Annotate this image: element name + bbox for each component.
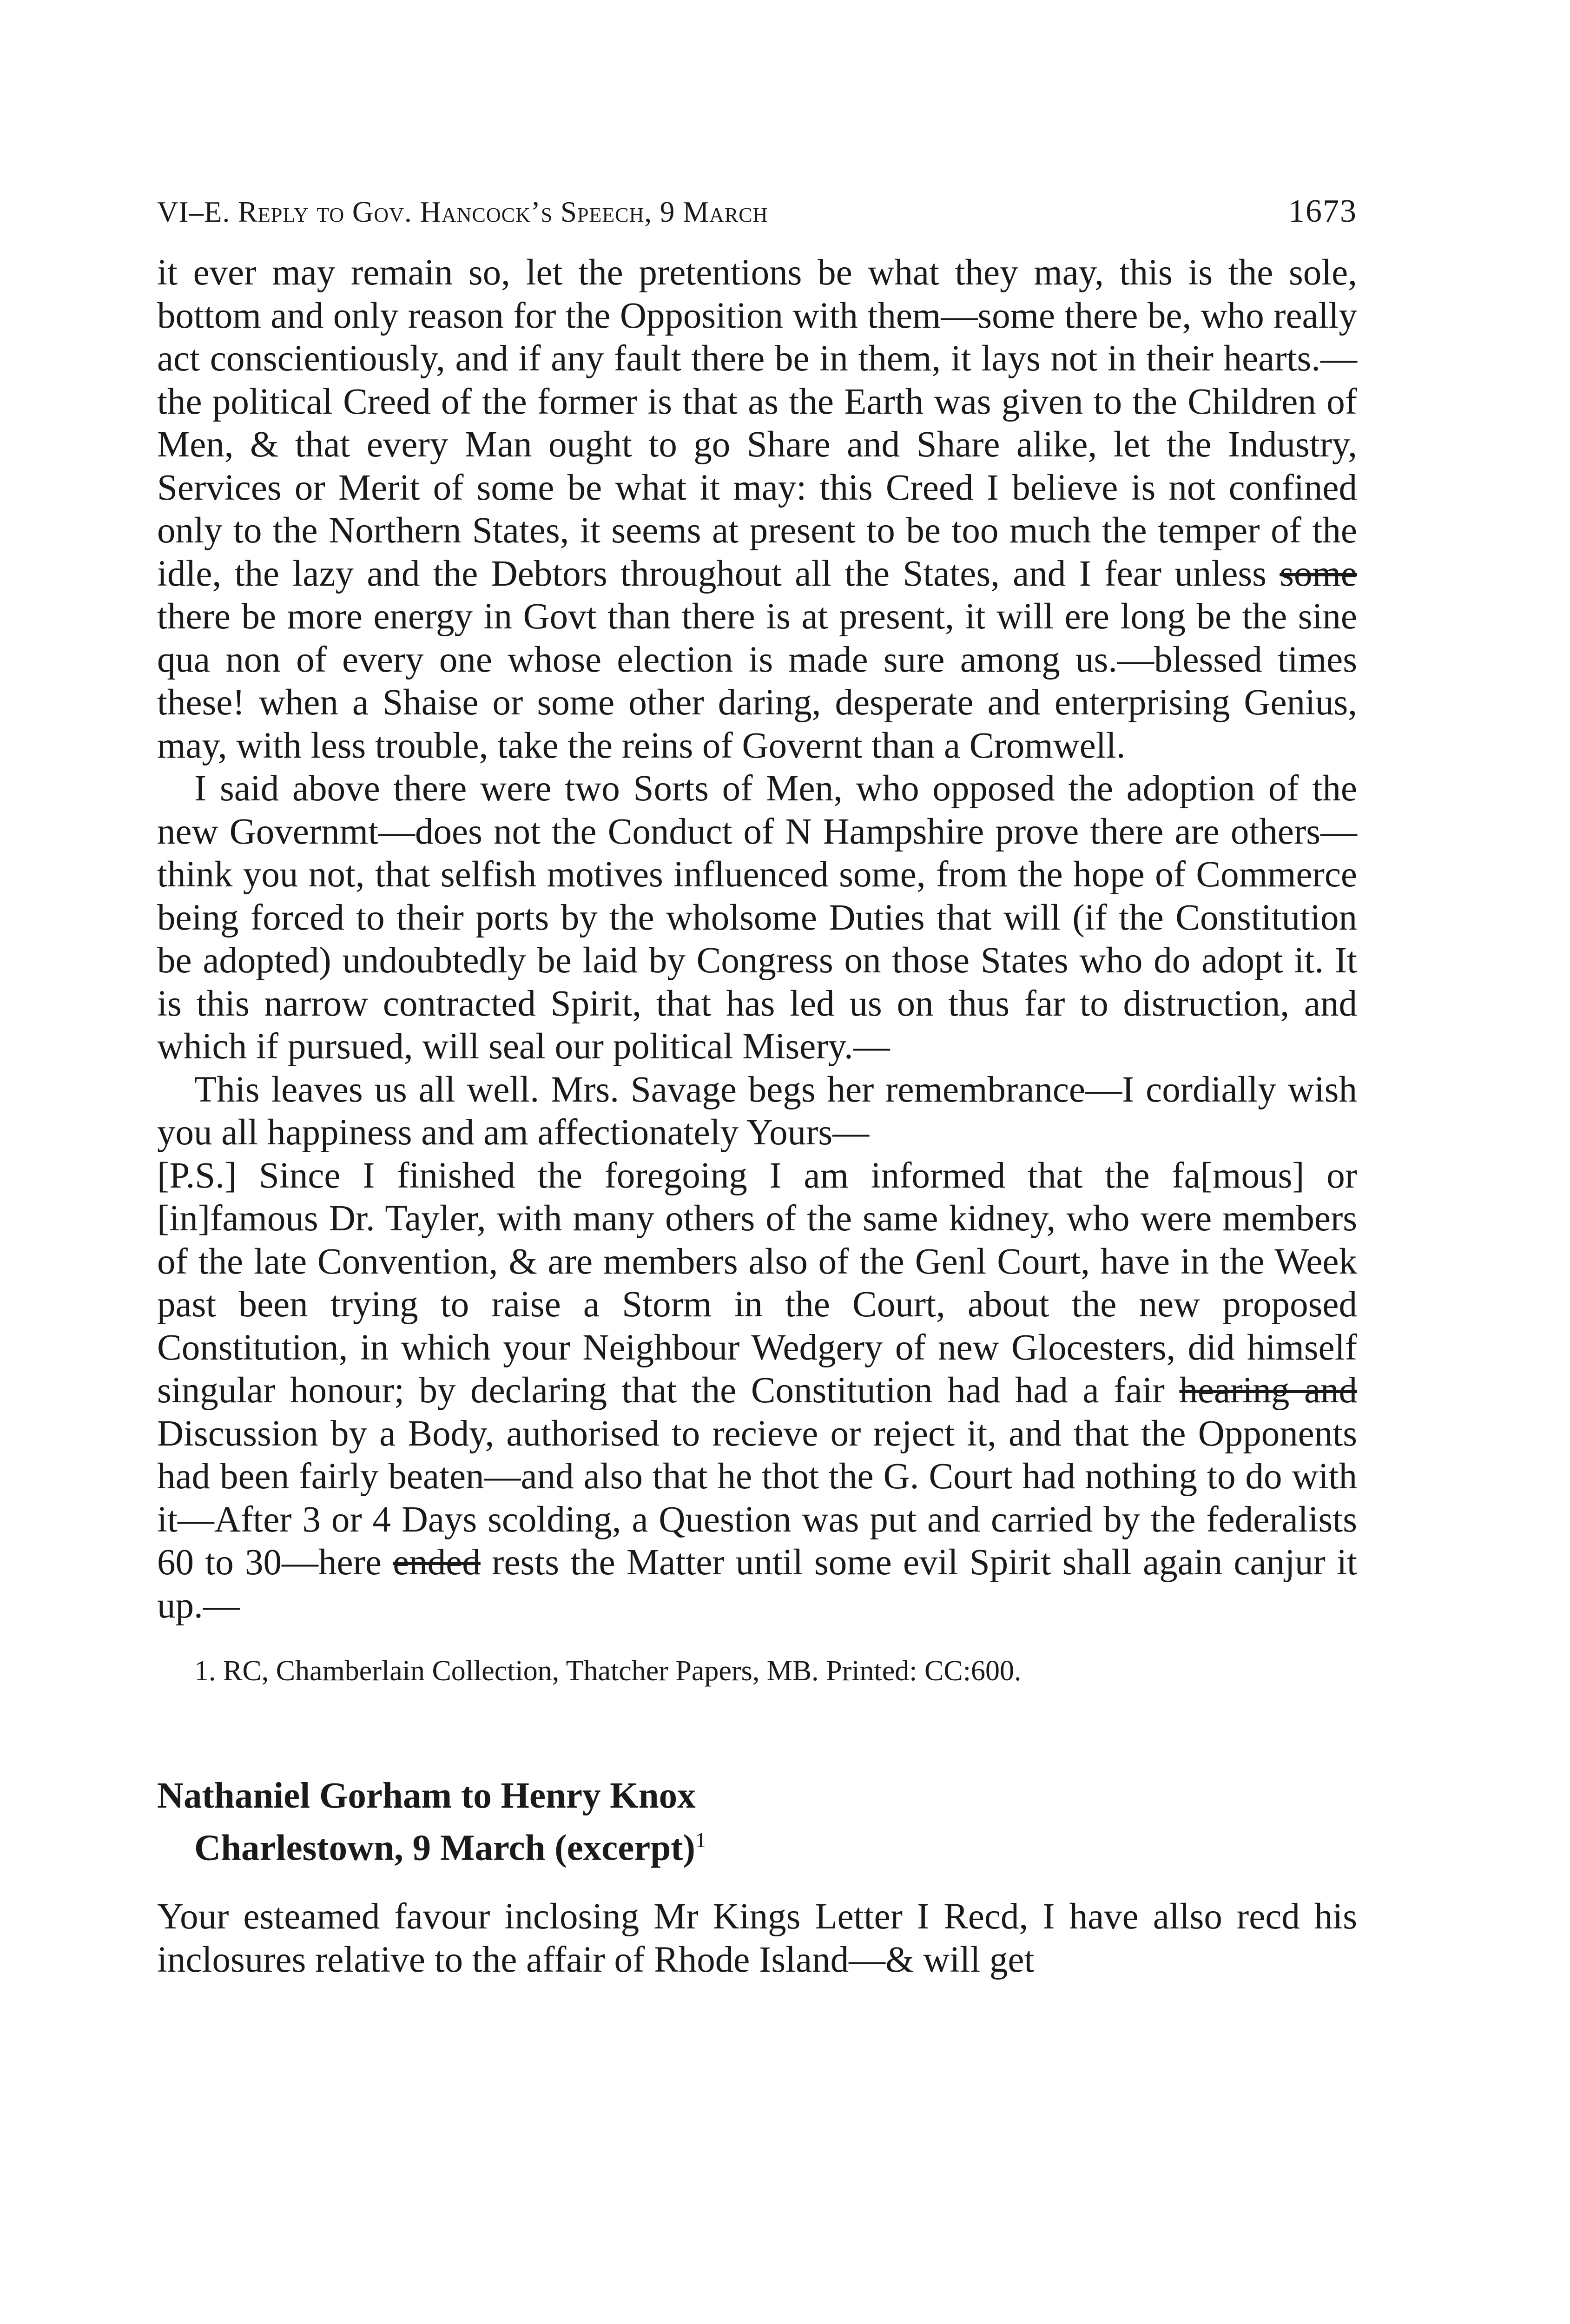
- book-page: [157, 191, 1357, 2018]
- running-head-title: VI–E. Reply to Gov. Hancock’s Speech, 9 March: [157, 196, 768, 228]
- postscript-text-a: [P.S.] Since I finished the foregoing I am informed that the fa[mous] or [in]famous Dr. Tayler, with many others of the same kidney, who were members of the late Convention, & are members also of the Genl Court, have in the Week past been trying to raise a Storm in the Court, about the new proposed Constitution, in which your Neighbour Wedgery of new Glocesters, did himself singular honour; by declaring that the Constitution had had a fair: [157, 1155, 1357, 1411]
- page-number: 1673: [1288, 193, 1357, 229]
- document-heading: [157, 1774, 1357, 1870]
- struck-word-ended: ended: [393, 1542, 481, 1583]
- struck-words-hearing-and: hearing and: [1179, 1370, 1358, 1411]
- document-heading-line-1: Nathaniel Gorham to Henry Knox: [157, 1776, 696, 1816]
- paragraph-2: I said above there were two Sorts of Men, who opposed the adoption of the new Governmt—does not the Conduct of N Hampshire prove there are others—think you not, that selfish motives influenced some, from the hope of Commerce being forced to their ports by the wholsome Duties that will (if the Constitution be adopted) undoubtedly be laid by Congress on those States who do adopt it. It is this narrow contracted Spirit, that has led us on thus far to distruction, and which if pursued, will seal our political Misery.—: [157, 768, 1357, 1067]
- postscript-text-c: rests the Matter until some evil Spirit shall again canjur it up.—: [157, 1542, 1357, 1626]
- footnote: 1. RC, Chamberlain Collection, Thatcher Papers, MB. Printed: CC:600.: [194, 1655, 1022, 1687]
- document-heading-line-2: [157, 1818, 1357, 1870]
- running-head: [157, 191, 1357, 233]
- paragraph-3: This leaves us all well. Mrs. Savage begs her remembrance—I cordially wish you all happiness and am affectionately Yours—: [157, 1069, 1357, 1153]
- paragraph-1-text-a: it ever may remain so, let the pretentions be what they may, this is the sole, bottom and only reason for the Opposition with them—some there be, who really act conscientiously, and if any fault there be in them, it lays not in their hearts.—the political Creed of the former is that as the Earth was given to the Children of Men, & that every Man ought to go Share and Share alike, let the Industry, Services or Merit of some be what it may: this Creed I believe is not confined only to the Northern States, it seems at present to be too much the temper of the idle, the lazy and the Debtors throughout all the States, and I fear unless: [157, 252, 1357, 594]
- struck-word-some: some: [1280, 553, 1357, 594]
- paragraph-1-text-b: there be more energy in Govt than there is at present, it will ere long be the sine qua non of every one whose election is made sure among us.—blessed times these! when a Shaise or some other daring, desperate and enterprising Genius, may, with less trouble, take the reins of Governt than a Cromwell.: [157, 596, 1357, 766]
- footnote-marker: 1: [695, 1828, 706, 1852]
- postscript: [157, 1155, 1357, 1628]
- document-heading-place-date: Charlestown, 9 March (excerpt): [194, 1828, 695, 1868]
- letter-continuation: [157, 251, 1357, 1627]
- postscript-text-b: Discussion by a Body, authorised to recieve or reject it, and that the Opponents had been fairly beaten—and also that he thot the G. Court had nothing to do with it—After 3 or 4 Days scolding, a Question was put and carried by the federalists 60 to 30—here: [157, 1413, 1357, 1583]
- paragraph-1: [157, 251, 1357, 767]
- letter-body: Your esteamed favour inclosing Mr Kings Letter I Recd, I have allso recd his inclosures relative to the affair of Rhode Island—& will get: [157, 1896, 1357, 1980]
